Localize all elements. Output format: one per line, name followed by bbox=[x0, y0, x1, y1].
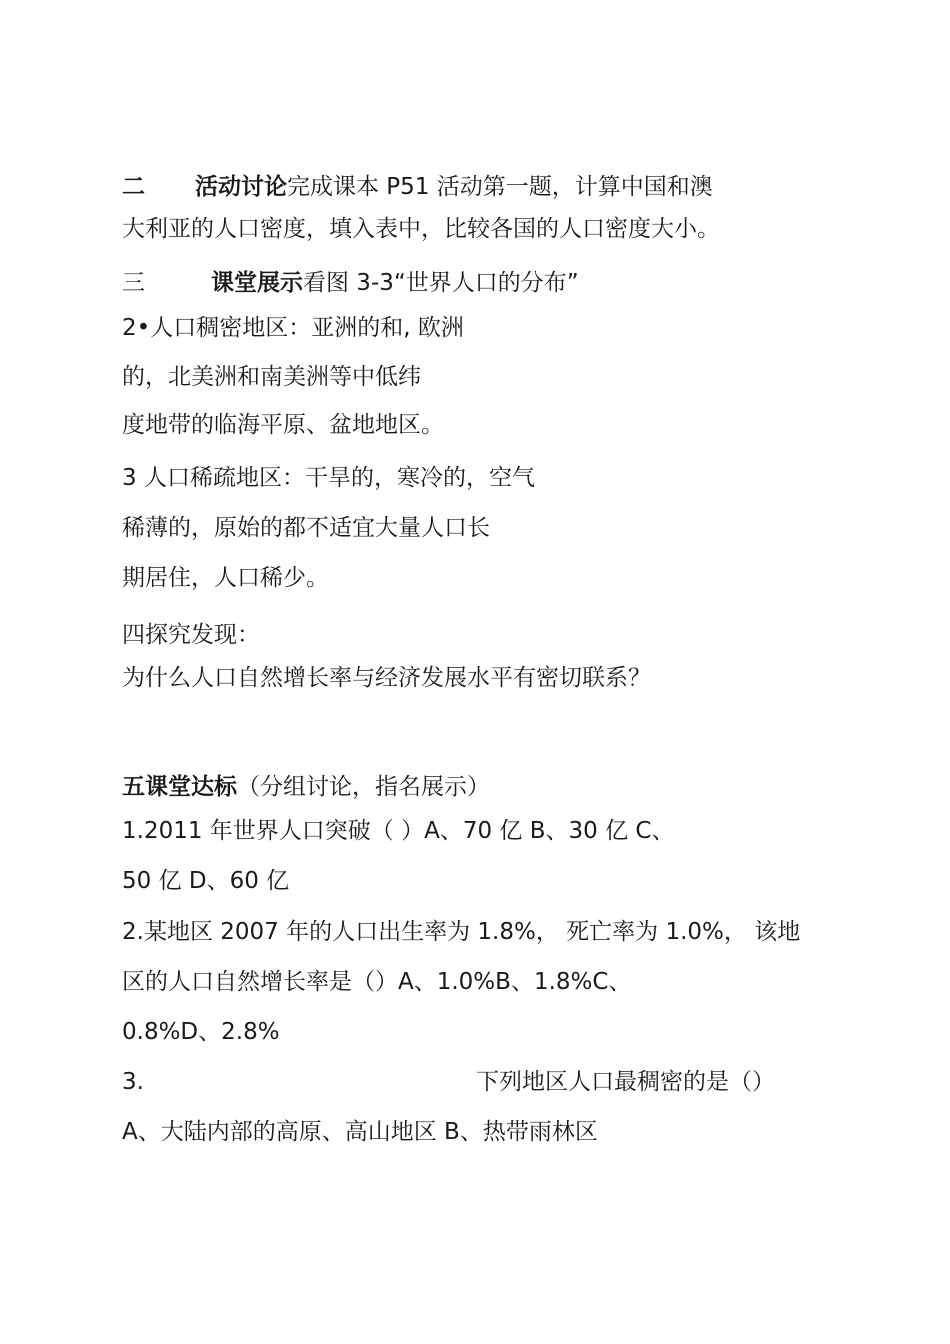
dense-area-line-2: 的，北美洲和南美洲等中低纬 bbox=[122, 364, 421, 390]
section-3-number: 三 bbox=[122, 270, 145, 296]
question-3-number: 3. bbox=[122, 1069, 144, 1095]
question-2-line-1: 2.某地区 2007 年的人口出生率为 1.8%， 死亡率为 1.0%， 该地 bbox=[122, 919, 801, 945]
section-2-heading bbox=[122, 172, 713, 202]
sparse-area-line-1: 3 人口稀疏地区：干旱的，寒冷的，空气 bbox=[122, 465, 535, 491]
sparse-area-line-3: 期居住，人口稀少。 bbox=[122, 565, 329, 591]
question-3-text: 下列地区人口最稠密的是（） bbox=[475, 1069, 775, 1095]
section-2-text: 完成课本 P51 活动第一题，计算中国和澳 bbox=[287, 174, 713, 200]
section-2-number: 二 bbox=[122, 174, 145, 200]
section-5-note: （分组讨论，指名展示） bbox=[237, 774, 490, 800]
question-3-line-1 bbox=[122, 1067, 775, 1097]
dense-area-line-1: 2•人口稠密地区：亚洲的和, 欧洲 bbox=[122, 315, 464, 341]
question-1-line-2: 50 亿 D、60 亿 bbox=[122, 868, 290, 894]
question-2-line-2: 区的人口自然增长率是（）A、1.0%B、1.8%C、 bbox=[122, 969, 632, 995]
question-2-line-3: 0.8%D、2.8% bbox=[122, 1019, 280, 1045]
section-5-heading bbox=[122, 772, 490, 802]
section-5-title: 五课堂达标 bbox=[122, 774, 237, 800]
section-3-title: 课堂展示 bbox=[211, 270, 303, 296]
section-3-heading bbox=[122, 268, 579, 298]
dense-area-line-3: 度地带的临海平原、盆地地区。 bbox=[122, 412, 444, 438]
section-3-text: 看图 3-3“世界人口的分布” bbox=[303, 270, 579, 296]
section-4-title: 四探究发现： bbox=[122, 622, 260, 648]
section-2-title: 活动讨论 bbox=[195, 174, 287, 200]
section-2-text-continued: 大利亚的人口密度，填入表中，比较各国的人口密度大小。 bbox=[122, 216, 720, 242]
question-1-line-1: 1.2011 年世界人口突破（ ）A、70 亿 B、30 亿 C、 bbox=[122, 818, 675, 844]
section-4-question: 为什么人口自然增长率与经济发展水平有密切联系？ bbox=[122, 665, 651, 691]
question-3-line-2: A、大陆内部的高原、高山地区 B、热带雨林区 bbox=[122, 1119, 598, 1145]
sparse-area-line-2: 稀薄的，原始的都不适宜大量人口长 bbox=[122, 515, 490, 541]
